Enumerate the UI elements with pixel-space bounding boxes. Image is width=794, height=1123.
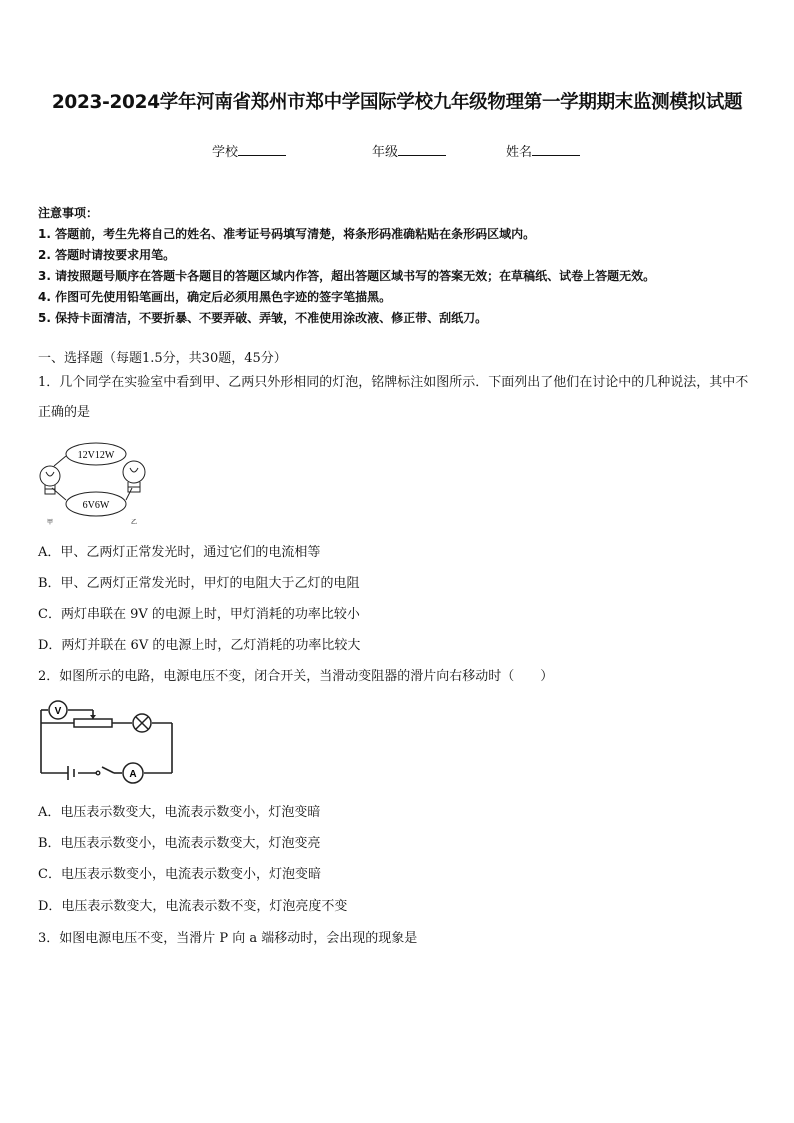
name-blank[interactable]: [532, 143, 580, 156]
notes-section: [38, 203, 768, 329]
question-2-option-b[interactable]: B．电压表示数变小，电流表示数变大，灯泡变亮: [38, 836, 321, 851]
label-bottom: 6V6W: [82, 500, 110, 511]
rheostat-icon: [74, 719, 112, 727]
grade-label: 年级: [372, 145, 399, 160]
grade-field[interactable]: [372, 141, 446, 160]
question-1-stem: 1．几个同学在实验室中看到甲、乙两只外形相同的灯泡，铭牌标注如图所示．下面列出了他们在讨论中的几种说法，其中不正确的是: [38, 375, 749, 420]
school-field[interactable]: [212, 141, 286, 160]
battery-icon: [68, 766, 74, 780]
switch-icon: [96, 771, 100, 775]
question-1-figure: [36, 436, 156, 528]
question-1-option-b[interactable]: B．甲、乙两灯正常发光时，甲灯的电阻大于乙灯的电阻: [38, 576, 360, 591]
question-1-option-c[interactable]: C．两灯串联在 9V 的电源上时，甲灯消耗的功率比较小: [38, 607, 360, 622]
label-top: 12V12W: [77, 450, 115, 461]
note-item: 1. 答题前，考生先将自己的姓名、准考证号码填写清楚，将条形码准确粘贴在条形码区域内。: [38, 227, 536, 241]
question-1-option-a[interactable]: A．甲、乙两灯正常发光时，通过它们的电流相等: [38, 545, 321, 560]
question-2-option-c[interactable]: C．电压表示数变小，电流表示数变小，灯泡变暗: [38, 867, 321, 882]
question-2-stem: 2．如图所示的电路，电源电压不变，闭合开关，当滑动变阻器的滑片向右移动时（ ）: [38, 669, 554, 684]
section-heading: 一、选择题（每题1.5分，共30题，45分）: [38, 351, 287, 366]
exam-title: 2023-2024学年河南省郑州市郑中学国际学校九年级物理第一学期期末监测模拟试题: [51, 92, 743, 113]
ammeter-label: A: [129, 769, 137, 780]
name-label: 姓名: [506, 145, 533, 160]
voltmeter-icon: [49, 701, 67, 719]
lamp-right-icon: [123, 461, 145, 492]
lamp-right-label: 乙: [130, 519, 138, 526]
note-item: 5. 保持卡面清洁，不要折暴、不要弄破、弄皱，不准使用涂改液、修正带、刮纸刀。: [38, 311, 488, 325]
note-item: 3. 请按照题号顺序在答题卡各题目的答题区域内作答，超出答题区域书写的答案无效；在草稿纸、试卷上答题无效。: [38, 269, 656, 283]
lamp-left-icon: [40, 466, 60, 494]
note-item: 2. 答题时请按要求用笔。: [38, 248, 176, 262]
grade-blank[interactable]: [398, 143, 446, 156]
lamp-icon: [133, 714, 151, 732]
note-item: 4. 作图可先使用铅笔画出，确定后必须用黑色字迹的签字笔描黑。: [38, 290, 392, 304]
school-label: 学校: [212, 145, 239, 160]
question-2-figure: [38, 690, 176, 792]
name-field[interactable]: [506, 141, 580, 160]
notes-heading: 注意事项：: [38, 206, 99, 220]
ammeter-icon: [123, 763, 143, 783]
lamp-left-label: 甲: [46, 519, 54, 526]
question-1-option-d[interactable]: D．两灯并联在 6V 的电源上时，乙灯消耗的功率比较大: [38, 638, 361, 653]
question-3-stem: 3．如图电源电压不变，当滑片 P 向 a 端移动时，会出现的现象是: [38, 931, 418, 946]
voltmeter-label: V: [54, 706, 62, 717]
question-2-option-a[interactable]: A．电压表示数变大，电流表示数变小，灯泡变暗: [38, 805, 321, 820]
question-2-option-d[interactable]: D．电压表示数变大，电流表示数不变，灯泡亮度不变: [38, 899, 348, 914]
school-blank[interactable]: [238, 143, 286, 156]
